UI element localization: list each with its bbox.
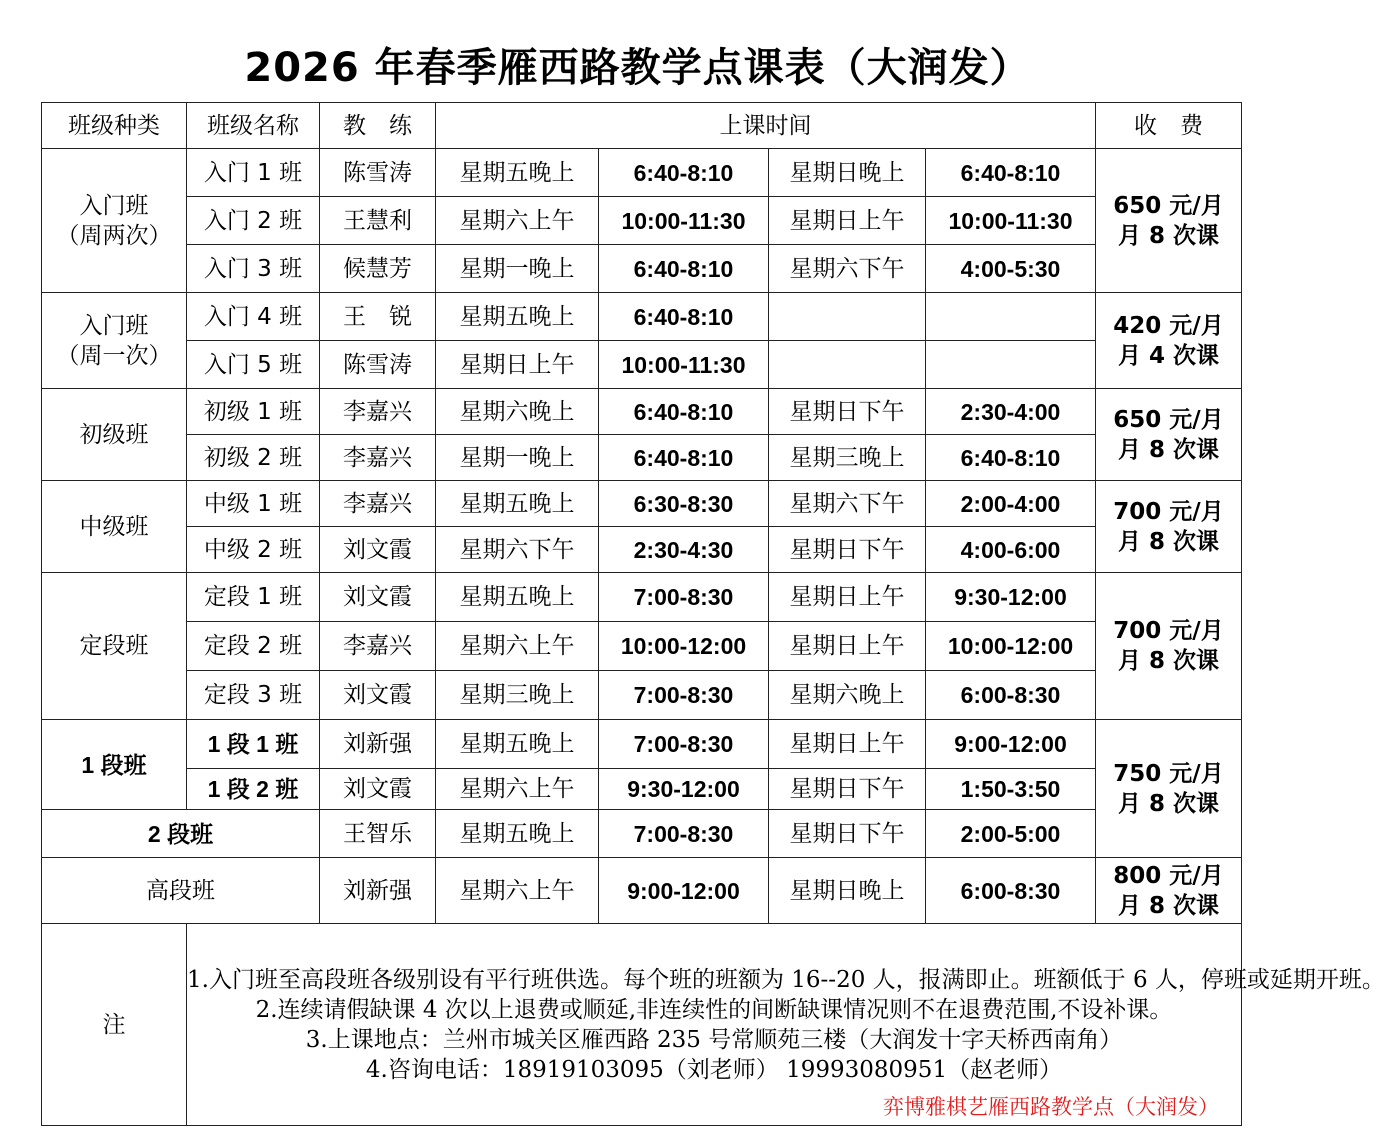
class-name: 初级 1 班 <box>187 389 320 435</box>
class-name: 定段 2 班 <box>187 622 320 671</box>
header-fee: 收 费 <box>1096 103 1242 149</box>
time-1: 10:00-11:30 <box>599 341 769 389</box>
day-1: 星期六上午 <box>436 622 599 671</box>
day-1: 星期六晚上 <box>436 389 599 435</box>
table-row <box>42 481 1242 527</box>
day-1: 星期五晚上 <box>436 481 599 527</box>
fee-text: 月 8 次课 <box>1117 528 1220 555</box>
class-name: 1 段 1 班 <box>187 720 320 769</box>
day-1: 星期六上午 <box>436 769 599 810</box>
coach: 刘文霞 <box>320 573 436 622</box>
time-1: 7:00-8:30 <box>599 573 769 622</box>
time-2: 9:00-12:00 <box>926 720 1096 769</box>
time-1: 7:00-8:30 <box>599 810 769 858</box>
notes-content <box>187 924 1385 1126</box>
time-1: 6:30-8:30 <box>599 481 769 527</box>
day-2: 星期日下午 <box>769 810 926 858</box>
class-category-text: （周一次） <box>56 342 172 369</box>
note-line: 1.入门班至高段班各级别设有平行班供选。每个班的班额为 16--20 人，报满即止。班额低于 6 人，停班或延期开班。 <box>187 966 1385 993</box>
day-2: 星期日晚上 <box>769 858 926 924</box>
day-2 <box>769 293 926 341</box>
day-2: 星期日晚上 <box>769 149 926 197</box>
time-2: 6:00-8:30 <box>926 671 1096 720</box>
time-1: 10:00-11:30 <box>599 197 769 245</box>
coach: 刘新强 <box>320 720 436 769</box>
time-2: 10:00-12:00 <box>926 622 1096 671</box>
time-1: 6:40-8:10 <box>599 389 769 435</box>
schedule-body <box>42 103 1385 1126</box>
class-category-text: 初级班 <box>79 421 149 448</box>
day-1: 星期五晚上 <box>436 810 599 858</box>
day-1: 星期六上午 <box>436 197 599 245</box>
time-1: 7:00-8:30 <box>599 671 769 720</box>
day-1: 星期一晚上 <box>436 245 599 293</box>
time-2: 6:40-8:10 <box>926 435 1096 481</box>
time-2: 9:30-12:00 <box>926 573 1096 622</box>
table-row <box>42 149 1242 197</box>
fee <box>1096 481 1242 573</box>
table-row <box>42 527 1242 573</box>
fee-text: 月 8 次课 <box>1117 790 1220 817</box>
table-row <box>42 573 1242 622</box>
coach: 王 锐 <box>320 293 436 341</box>
coach: 李嘉兴 <box>320 622 436 671</box>
notes-label: 注 <box>42 924 187 1126</box>
fee <box>1096 573 1242 720</box>
day-1: 星期五晚上 <box>436 293 599 341</box>
fee-text: 650 元/月 <box>1113 406 1224 433</box>
fee-text: 月 8 次课 <box>1117 222 1220 249</box>
day-2: 星期日下午 <box>769 769 926 810</box>
coach: 王智乐 <box>320 810 436 858</box>
day-2: 星期六下午 <box>769 481 926 527</box>
class-category-text: （周两次） <box>56 222 172 249</box>
class-category <box>42 573 187 720</box>
class-name: 中级 1 班 <box>187 481 320 527</box>
day-2: 星期日下午 <box>769 527 926 573</box>
schedule-table <box>41 102 1385 1126</box>
time-2: 4:00-5:30 <box>926 245 1096 293</box>
class-name: 入门 4 班 <box>187 293 320 341</box>
day-2: 星期日上午 <box>769 573 926 622</box>
coach: 刘新强 <box>320 858 436 924</box>
time-1: 10:00-12:00 <box>599 622 769 671</box>
coach: 陈雪涛 <box>320 341 436 389</box>
class-name: 入门 3 班 <box>187 245 320 293</box>
class-category: 1 段班 <box>42 720 187 810</box>
table-row <box>42 197 1242 245</box>
time-2: 10:00-11:30 <box>926 197 1096 245</box>
table-row <box>42 245 1242 293</box>
fee-text: 420 元/月 <box>1113 312 1224 339</box>
time-2: 6:40-8:10 <box>926 149 1096 197</box>
fee-text: 月 8 次课 <box>1117 436 1220 463</box>
time-1: 7:00-8:30 <box>599 720 769 769</box>
coach: 李嘉兴 <box>320 389 436 435</box>
day-2 <box>769 341 926 389</box>
coach: 刘文霞 <box>320 527 436 573</box>
class-name: 入门 2 班 <box>187 197 320 245</box>
fee <box>1096 149 1242 293</box>
fee <box>1096 720 1242 858</box>
class-name: 高段班 <box>42 858 320 924</box>
class-name: 定段 1 班 <box>187 573 320 622</box>
day-1: 星期五晚上 <box>436 149 599 197</box>
fee <box>1096 389 1242 481</box>
notes-row <box>42 924 1242 1126</box>
time-2: 2:30-4:00 <box>926 389 1096 435</box>
class-category <box>42 481 187 573</box>
time-2: 2:00-4:00 <box>926 481 1096 527</box>
day-1: 星期六上午 <box>436 858 599 924</box>
header-row <box>42 103 1242 149</box>
header-coach: 教 练 <box>320 103 436 149</box>
time-2: 4:00-6:00 <box>926 527 1096 573</box>
class-name: 中级 2 班 <box>187 527 320 573</box>
time-2 <box>926 293 1096 341</box>
coach: 李嘉兴 <box>320 435 436 481</box>
table-row <box>42 858 1242 924</box>
time-1: 6:40-8:10 <box>599 435 769 481</box>
class-name: 入门 5 班 <box>187 341 320 389</box>
class-name: 初级 2 班 <box>187 435 320 481</box>
day-2: 星期日上午 <box>769 720 926 769</box>
day-1: 星期日上午 <box>436 341 599 389</box>
header-category: 班级种类 <box>42 103 187 149</box>
table-row <box>42 720 1242 769</box>
day-1: 星期一晚上 <box>436 435 599 481</box>
note-line: 4.咨询电话：18919103095（刘老师） 19993080951（赵老师） <box>365 1056 1063 1083</box>
fee <box>1096 858 1242 924</box>
time-2: 1:50-3:50 <box>926 769 1096 810</box>
fee-text: 800 元/月 <box>1113 862 1224 889</box>
table-row <box>42 810 1242 858</box>
day-2: 星期三晚上 <box>769 435 926 481</box>
table-row <box>42 435 1242 481</box>
note-line: 2.连续请假缺课 4 次以上退费或顺延,非连续性的间断缺课情况则不在退费范围,不设补课。 <box>255 996 1173 1023</box>
class-category-text: 定段班 <box>79 633 149 659</box>
day-2: 星期日下午 <box>769 389 926 435</box>
class-category-text: 中级班 <box>79 513 149 540</box>
fee-text: 月 4 次课 <box>1117 342 1220 369</box>
fee-text: 750 元/月 <box>1113 760 1224 787</box>
table-row <box>42 389 1242 435</box>
time-1: 6:40-8:10 <box>599 245 769 293</box>
fee-text: 月 8 次课 <box>1117 648 1220 674</box>
class-category-text: 入门班 <box>79 312 149 339</box>
fee-text: 700 元/月 <box>1113 498 1224 525</box>
class-name: 入门 1 班 <box>187 149 320 197</box>
table-row <box>42 341 1242 389</box>
time-2 <box>926 341 1096 389</box>
day-1: 星期五晚上 <box>436 573 599 622</box>
coach: 李嘉兴 <box>320 481 436 527</box>
page-title: 2026 年春季雁西路教学点课表（大润发） <box>244 45 1031 91</box>
coach: 王慧利 <box>320 197 436 245</box>
day-1: 星期三晚上 <box>436 671 599 720</box>
time-1: 9:00-12:00 <box>599 858 769 924</box>
fee-text: 650 元/月 <box>1113 192 1224 219</box>
time-2: 2:00-5:00 <box>926 810 1096 858</box>
signature: 弈博雅棋艺雁西路教学点（大润发） <box>883 1095 1219 1119</box>
day-2: 星期六下午 <box>769 245 926 293</box>
fee <box>1096 293 1242 389</box>
class-category <box>42 293 187 389</box>
class-name: 1 段 2 班 <box>187 769 320 810</box>
time-1: 6:40-8:10 <box>599 149 769 197</box>
header-class-name: 班级名称 <box>187 103 320 149</box>
table-row <box>42 622 1242 671</box>
day-2: 星期日上午 <box>769 197 926 245</box>
fee-text: 月 8 次课 <box>1117 892 1220 919</box>
table-row <box>42 769 1242 810</box>
class-name: 定段 3 班 <box>187 671 320 720</box>
coach: 刘文霞 <box>320 769 436 810</box>
table-row <box>42 671 1242 720</box>
day-2: 星期六晚上 <box>769 671 926 720</box>
class-category <box>42 389 187 481</box>
note-line: 3.上课地点：兰州市城关区雁西路 235 号常顺苑三楼（大润发十字天桥西南角） <box>305 1026 1123 1053</box>
class-name: 2 段班 <box>42 810 320 858</box>
day-1: 星期五晚上 <box>436 720 599 769</box>
coach: 候慧芳 <box>320 245 436 293</box>
time-1: 9:30-12:00 <box>599 769 769 810</box>
coach: 刘文霞 <box>320 671 436 720</box>
class-category-text: 入门班 <box>79 192 149 219</box>
time-1: 6:40-8:10 <box>599 293 769 341</box>
day-1: 星期六下午 <box>436 527 599 573</box>
class-category <box>42 149 187 293</box>
coach: 陈雪涛 <box>320 149 436 197</box>
time-2: 6:00-8:30 <box>926 858 1096 924</box>
day-2: 星期日上午 <box>769 622 926 671</box>
header-class-time: 上课时间 <box>436 103 1096 149</box>
fee-text: 700 元/月 <box>1113 618 1224 644</box>
time-1: 2:30-4:30 <box>599 527 769 573</box>
table-row <box>42 293 1242 341</box>
